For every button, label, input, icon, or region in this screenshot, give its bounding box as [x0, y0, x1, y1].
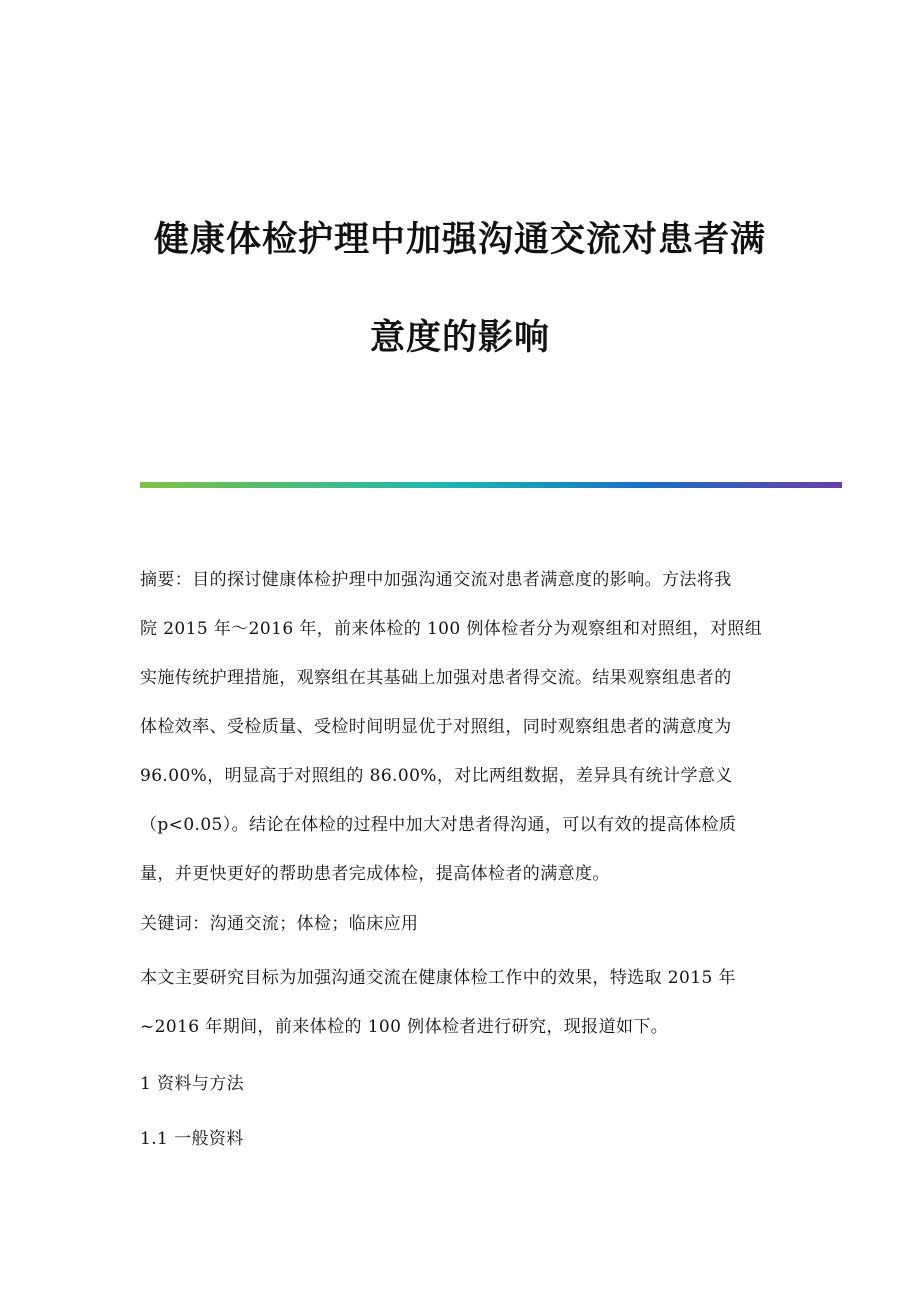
gradient-divider	[140, 482, 842, 488]
abstract-line: 96.00%，明显高于对照组的 86.00%，对比两组数据，差异具有统计学意义	[140, 766, 733, 786]
section-heading-1-1: 1.1 一般资料	[140, 1129, 244, 1149]
intro-line: ~2016 年期间，前来体检的 100 例体检者进行研究，现报道如下。	[140, 1017, 669, 1037]
section-heading-1: 1 资料与方法	[140, 1074, 245, 1094]
abstract-line: （p<0.05）。结论在体检的过程中加大对患者得沟通，可以有效的提高体检质	[140, 815, 737, 835]
intro-paragraph	[140, 966, 774, 1064]
abstract-line: 体检效率、受检质量、受检时间明显优于对照组，同时观察组患者的满意度为	[140, 717, 732, 737]
keywords: 关键词：沟通交流；体检；临床应用	[140, 914, 419, 934]
abstract-line: 摘要：目的探讨健康体检护理中加强沟通交流对患者满意度的影响。方法将我	[140, 570, 732, 590]
abstract	[140, 568, 774, 911]
abstract-line: 量，并更快更好的帮助患者完成体检，提高体检者的满意度。	[140, 864, 610, 884]
abstract-line: 院 2015 年～2016 年，前来体检的 100 例体检者分为观察组和对照组，对照组	[140, 619, 763, 639]
abstract-line: 实施传统护理措施，观察组在其基础上加强对患者得交流。结果观察组患者的	[140, 668, 732, 688]
title-line-1: 健康体检护理中加强沟通交流对患者满	[153, 220, 766, 260]
title-line-2: 意度的影响	[369, 318, 550, 358]
intro-line: 本文主要研究目标为加强沟通交流在健康体检工作中的效果，特选取 2015 年	[140, 968, 736, 988]
